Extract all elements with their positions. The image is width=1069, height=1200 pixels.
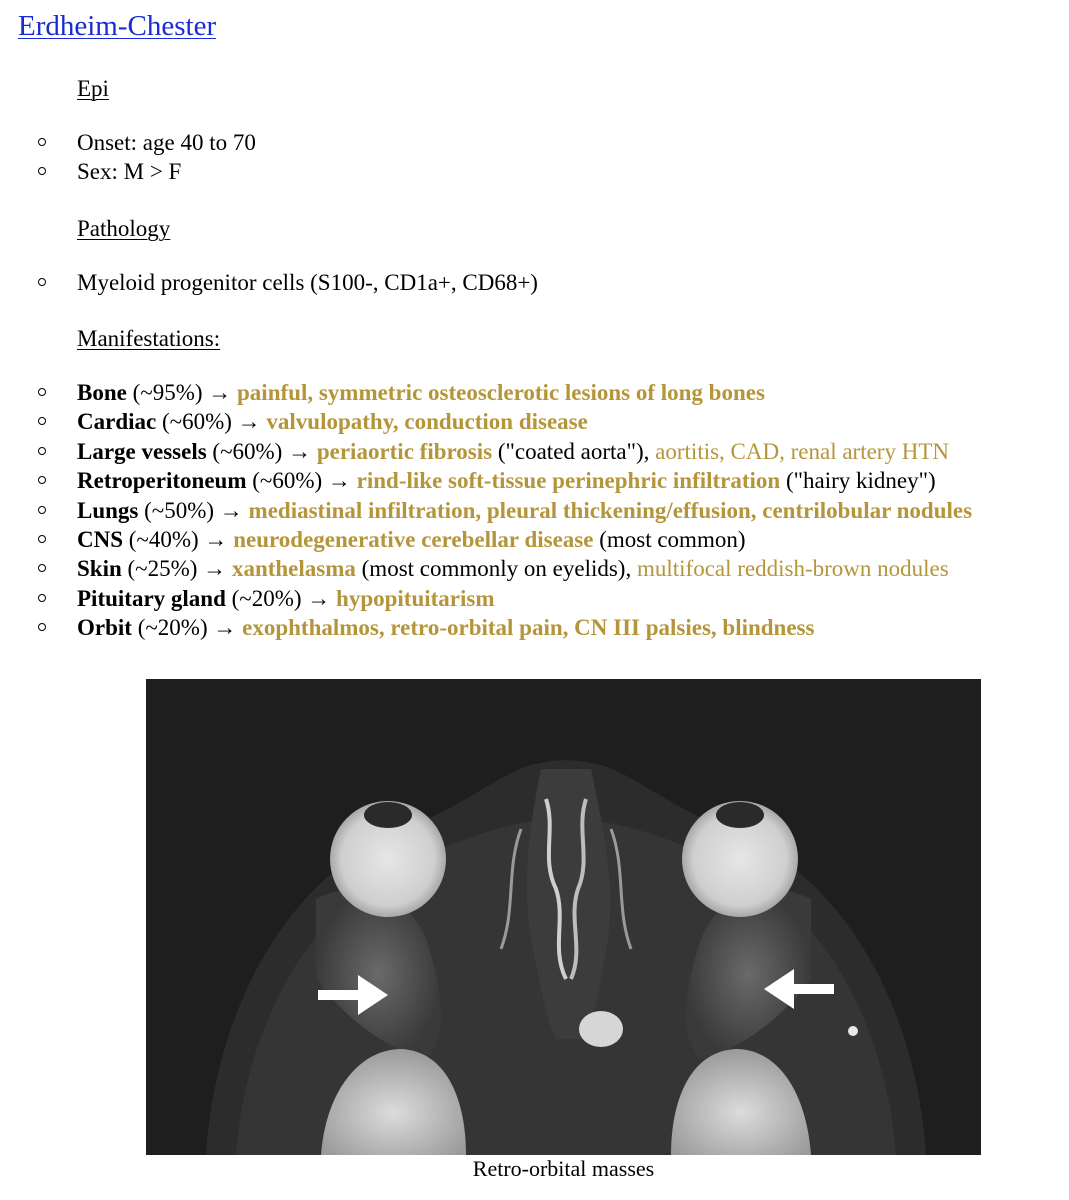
- bullet-icon: [38, 417, 46, 425]
- mri-figure: [146, 679, 981, 1155]
- list-item: Sex: M > F: [0, 157, 256, 186]
- bullet-icon: [38, 167, 46, 175]
- bullet-icon: [38, 594, 46, 602]
- manifestation-item-lungs: Lungs (~50%) → mediastinal infiltration, pleural thickening/effusion, centrilobular nodules: [0, 496, 972, 525]
- manifestation-item-large-vessels: Large vessels (~60%) → periaortic fibrosis ("coated aorta"), aortitis, CAD, renal artery HTN: [0, 437, 972, 466]
- bullet-icon: [38, 138, 46, 146]
- epi-heading: Epi: [77, 76, 109, 101]
- manifestation-item-bone: Bone (~95%) → painful, symmetric osteosclerotic lesions of long bones: [0, 378, 972, 407]
- manifestation-item-cardiac: Cardiac (~60%) → valvulopathy, conduction disease: [0, 407, 972, 436]
- bullet-icon: [38, 623, 46, 631]
- mri-scan-image: [146, 679, 981, 1155]
- list-item: Myeloid progenitor cells (S100-, CD1a+, CD68+): [0, 268, 538, 297]
- bullet-icon: [38, 447, 46, 455]
- epi-list: [0, 128, 256, 187]
- sphenoid-sinus: [579, 1011, 623, 1047]
- bullet-icon: [38, 564, 46, 572]
- bullet-icon: [38, 506, 46, 514]
- bullet-icon: [38, 535, 46, 543]
- pathology-heading: Pathology: [77, 216, 171, 241]
- manifestation-item-orbit: Orbit (~20%) → exophthalmos, retro-orbital pain, CN III palsies, blindness: [0, 613, 972, 642]
- pathology-list: [0, 268, 538, 297]
- manifestations-list: [0, 378, 972, 643]
- bullet-icon: [38, 388, 46, 396]
- manifestation-item-cns: CNS (~40%) → neurodegenerative cerebellar disease (most common): [0, 525, 972, 554]
- page-title-link[interactable]: Erdheim-Chester: [18, 10, 217, 42]
- figure-caption: Retro-orbital masses: [472, 1156, 655, 1181]
- list-item: Onset: age 40 to 70: [0, 128, 256, 157]
- manifestation-item-pituitary: Pituitary gland (~20%) → hypopituitarism: [0, 584, 972, 613]
- manifestation-item-skin: Skin (~25%) → xanthelasma (most commonly on eyelids), multifocal reddish-brown nodules: [0, 554, 972, 583]
- manifestation-item-retroperitoneum: Retroperitoneum (~60%) → rind-like soft-tissue perinephric infiltration ("hairy kidney"): [0, 466, 972, 495]
- manifestations-heading: Manifestations:: [77, 326, 221, 351]
- bullet-icon: [38, 476, 46, 484]
- bullet-icon: [38, 278, 46, 286]
